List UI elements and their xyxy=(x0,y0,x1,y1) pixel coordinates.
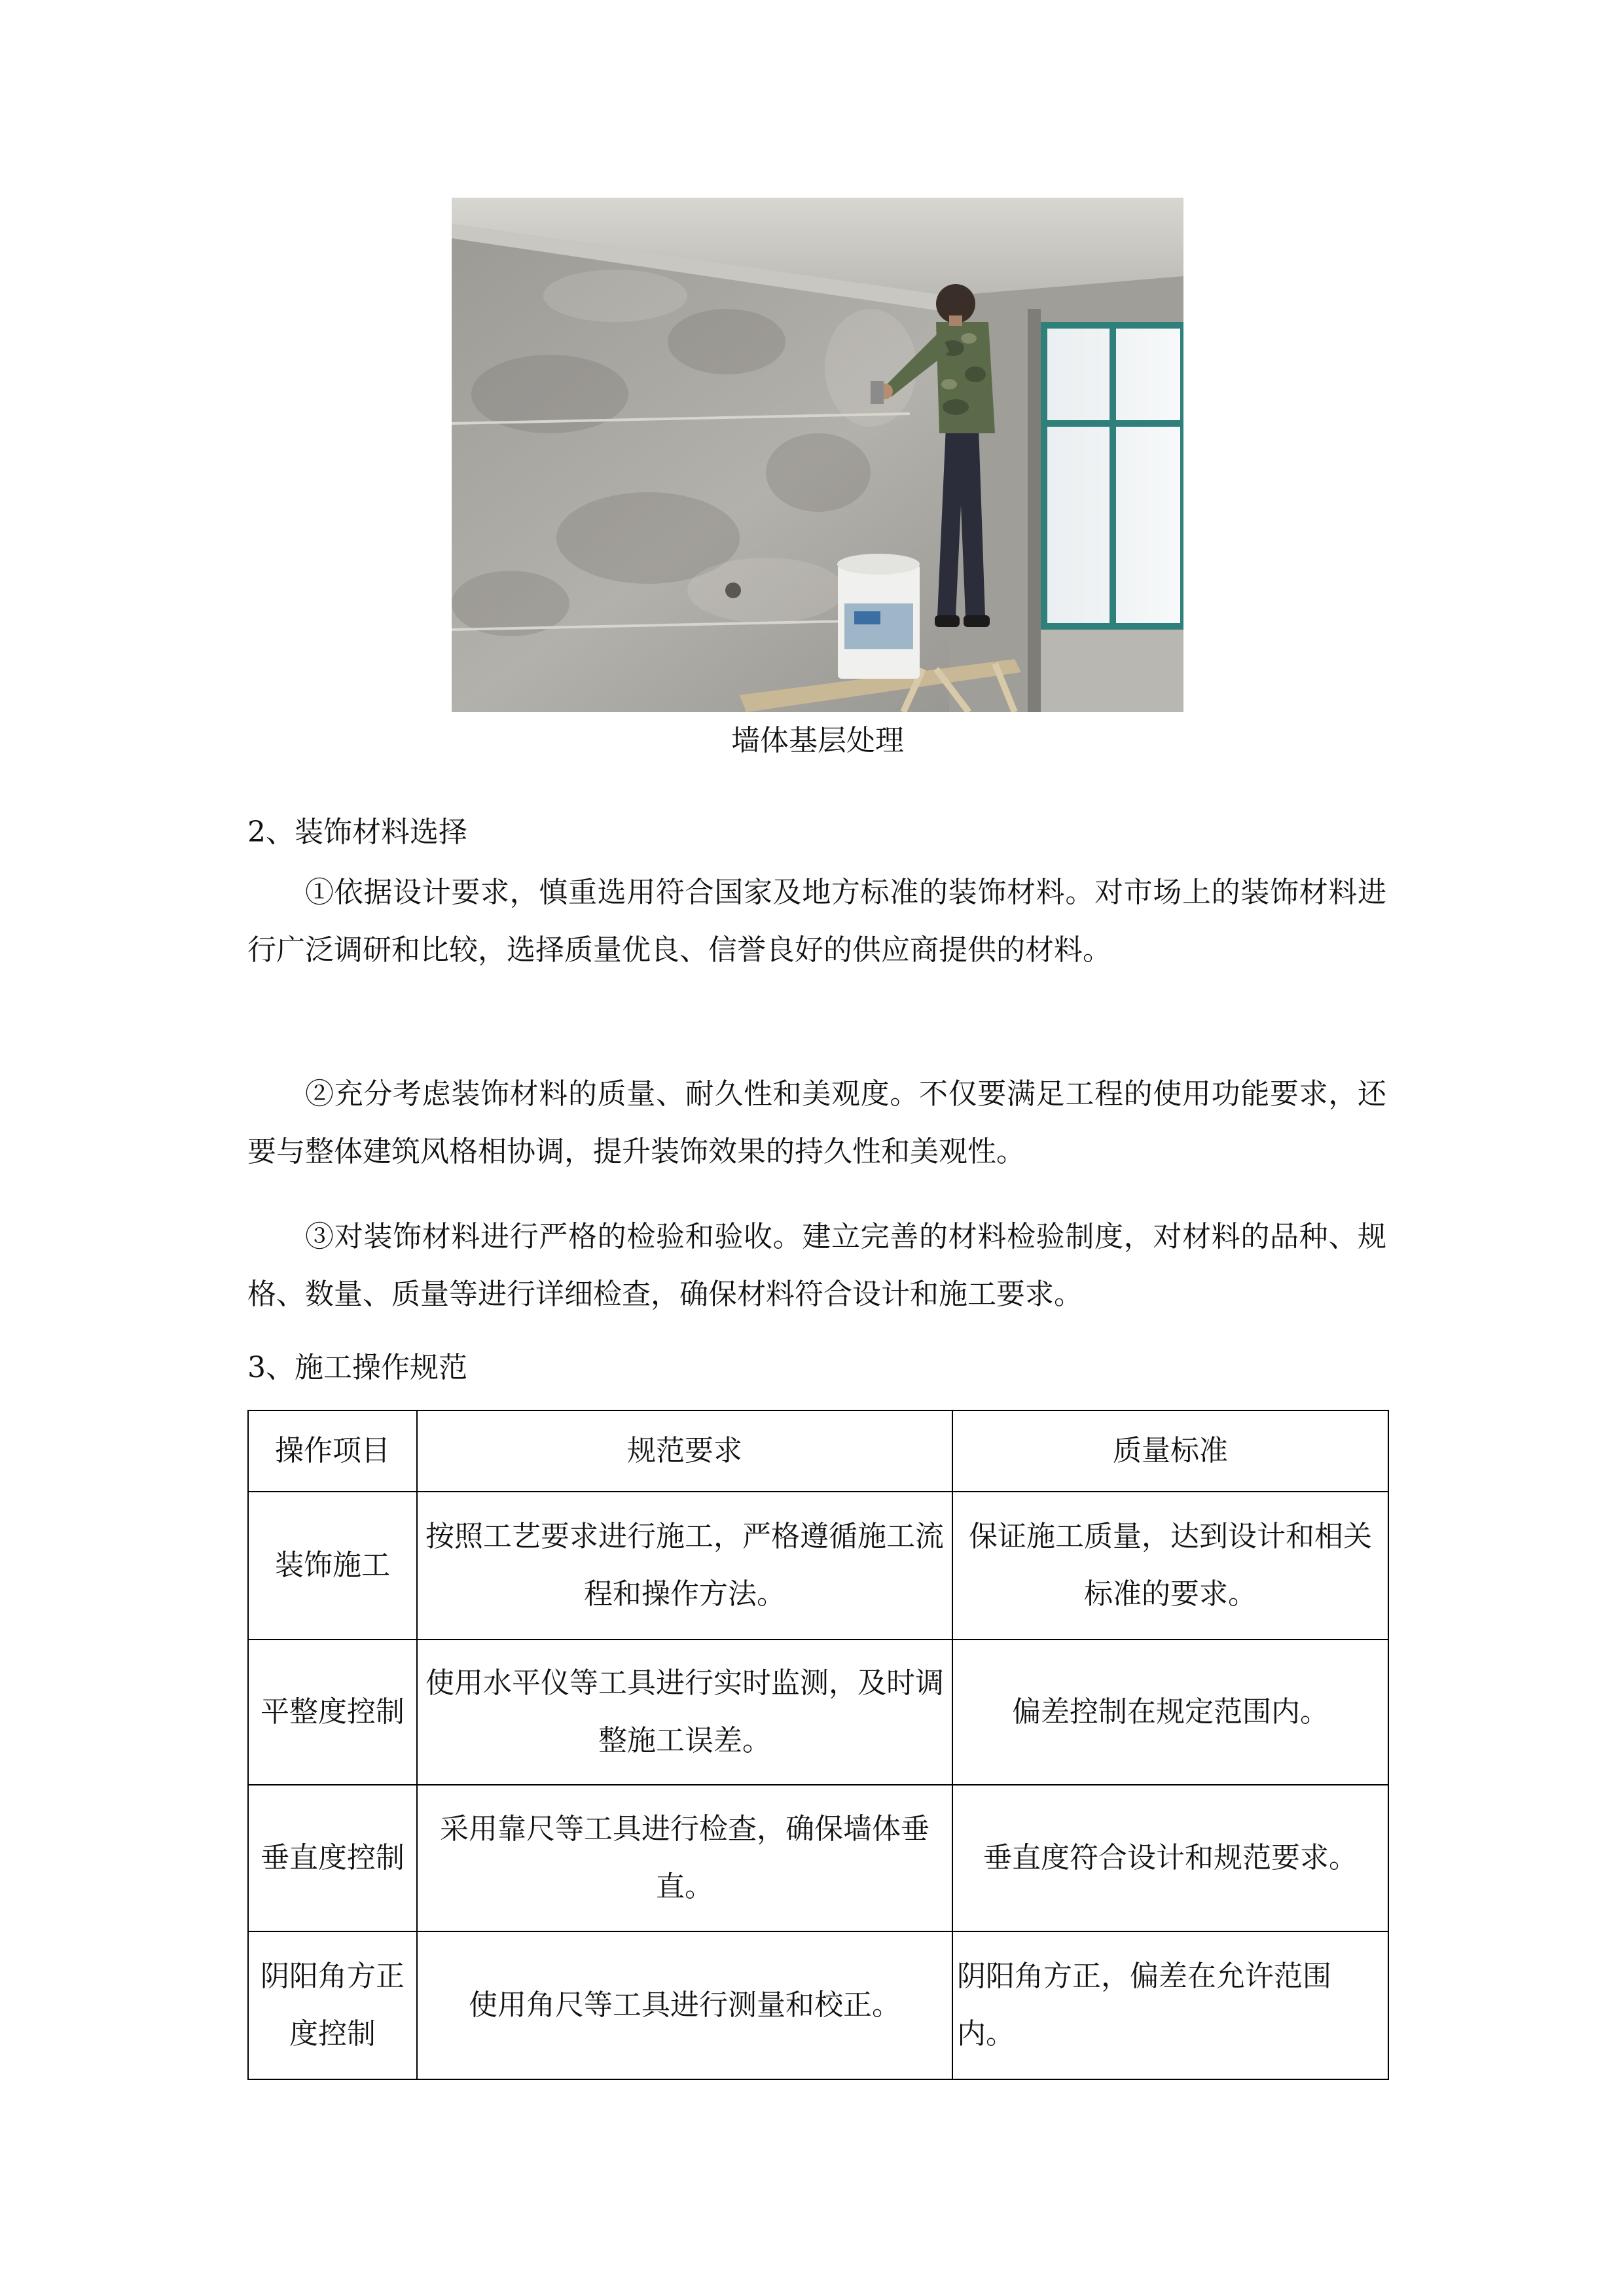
section-2-paragraph-1: ①依据设计要求，慎重选用符合国家及地方标准的装饰材料。对市场上的装饰材料进行广泛调研和比较，选择质量优良、信誉良好的供应商提供的材料。 xyxy=(247,876,1386,967)
cell-operation-item: 平整度控制 xyxy=(248,1640,417,1785)
construction-spec-table xyxy=(247,1410,1389,2080)
header-quality-standard: 质量标准 xyxy=(952,1410,1388,1492)
cell-quality-standard: 阴阳角方正，偏差在允许范围内。 xyxy=(952,1931,1388,2079)
cell-spec-requirement: 按照工艺要求进行施工，严格遵循施工流程和操作方法。 xyxy=(417,1492,952,1640)
cell-spec-requirement: 使用角尺等工具进行测量和校正。 xyxy=(417,1931,952,2079)
table-row xyxy=(248,1931,1388,2079)
cell-operation-item: 垂直度控制 xyxy=(248,1785,417,1931)
cell-spec-requirement: 使用水平仪等工具进行实时监测，及时调整施工误差。 xyxy=(417,1640,952,1785)
wall-base-treatment-photo xyxy=(452,198,1183,712)
section-2-paragraph-3: ③对装饰材料进行严格的检验和验收。建立完善的材料检验制度，对材料的品种、规格、数量、质量等进行详细检查，确保材料符合设计和施工要求。 xyxy=(247,1220,1386,1311)
table-header-row xyxy=(248,1410,1388,1492)
cell-quality-standard: 偏差控制在规定范围内。 xyxy=(952,1640,1388,1785)
cell-quality-standard: 保证施工质量，达到设计和相关标准的要求。 xyxy=(952,1492,1388,1640)
figure-caption: 墙体基层处理 xyxy=(731,724,904,757)
photo-worker-plastering-wall-icon xyxy=(452,198,1183,712)
cell-operation-item: 装饰施工 xyxy=(248,1492,417,1640)
header-spec-requirement: 规范要求 xyxy=(417,1410,952,1492)
cell-spec-requirement: 采用靠尺等工具进行检查，确保墙体垂直。 xyxy=(417,1785,952,1931)
cell-operation-item: 阴阳角方正度控制 xyxy=(248,1931,417,2079)
table-row xyxy=(248,1492,1388,1640)
section-2-paragraph-2: ②充分考虑装饰材料的质量、耐久性和美观度。不仅要满足工程的使用功能要求，还要与整体建筑风格相协调，提升装饰效果的持久性和美观性。 xyxy=(247,1077,1386,1168)
table-row xyxy=(248,1785,1388,1931)
header-operation-item: 操作项目 xyxy=(248,1410,417,1492)
section-3-heading: 3、施工操作规范 xyxy=(247,1351,467,1384)
section-2-heading: 2、装饰材料选择 xyxy=(247,816,467,849)
table-row xyxy=(248,1640,1388,1785)
cell-quality-standard: 垂直度符合设计和规范要求。 xyxy=(952,1785,1388,1931)
